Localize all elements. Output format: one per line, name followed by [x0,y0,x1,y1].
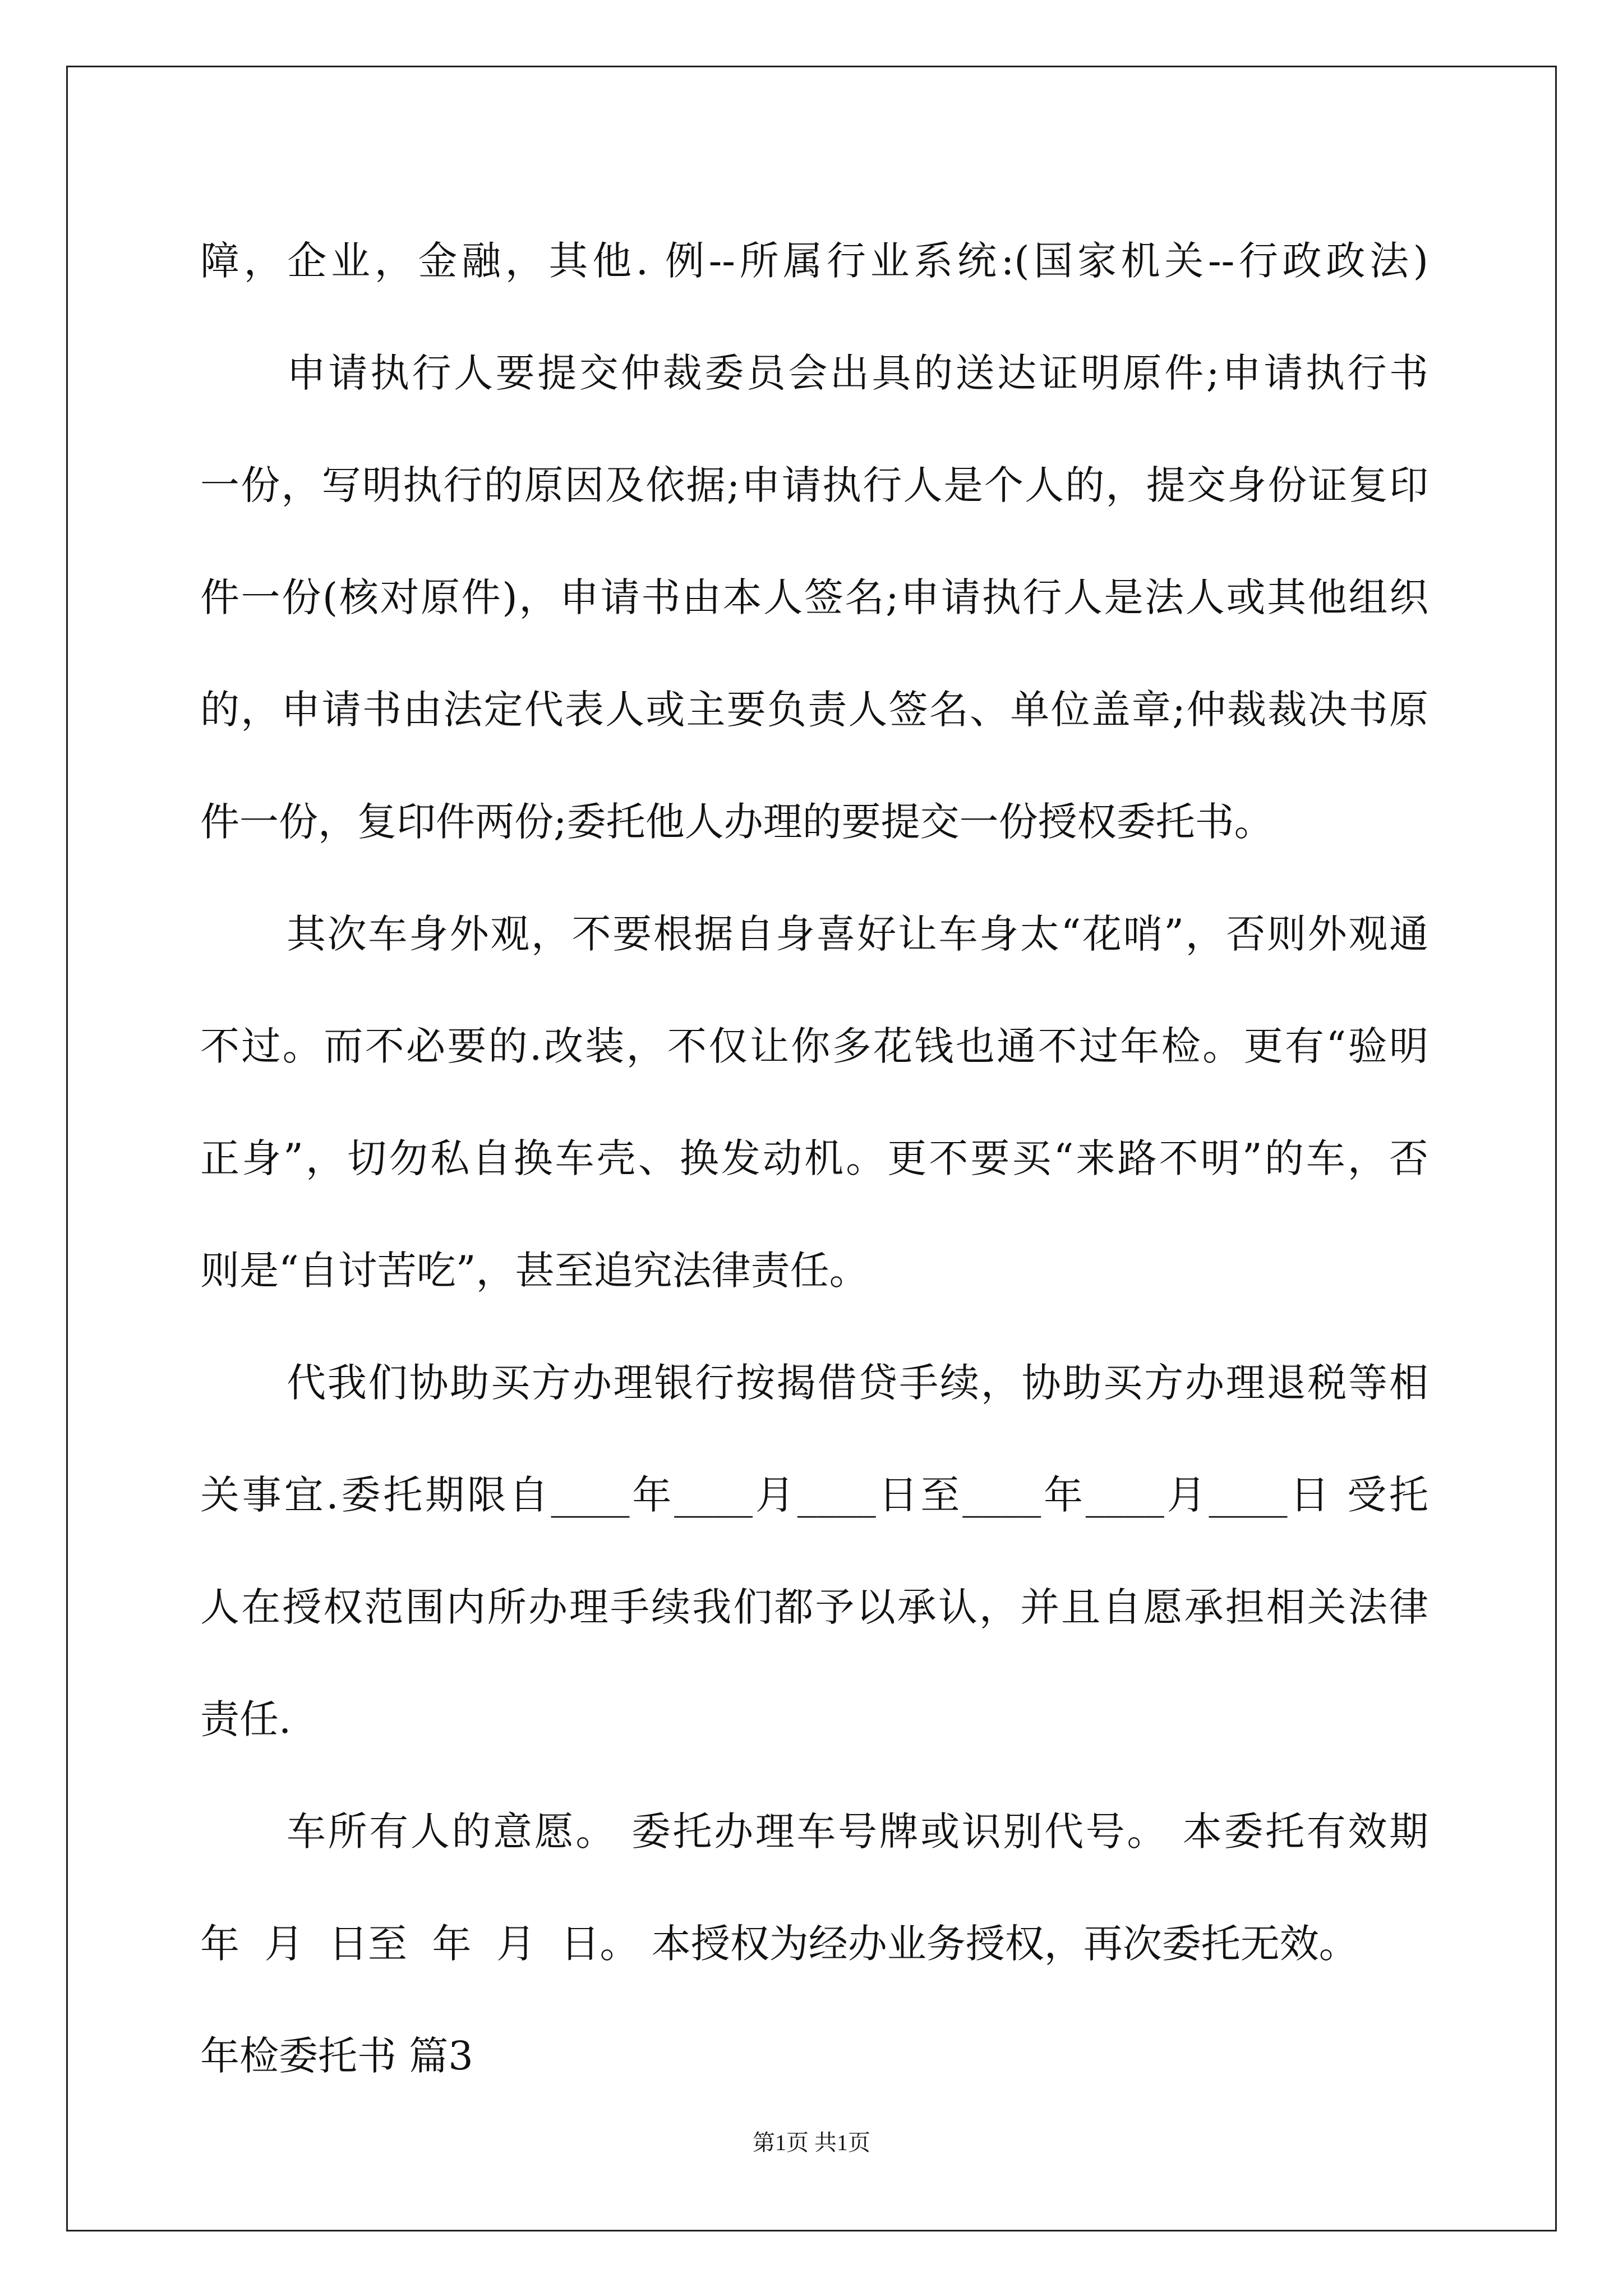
text-line: 其次车身外观，不要根据自身喜好让车身太“花哨”，否则外观通 [287,911,1428,957]
text-line: 件一份，复印件两份;委托他人办理的要提交一份授权委托书。 [200,799,1274,845]
text-line: 关事宜.委托期限自____年____月____日至____年____月____日 受托 [200,1472,1428,1518]
text-line: 不过。而不必要的.改装，不仅让你多花钱也通不过年检。更有“验明 [200,1023,1428,1069]
text-line: 年 月 日至 年 月 日。 本授权为经办业务授权，再次委托无效。 [200,1921,1358,1967]
text-line: 件一份(核对原件)，申请书由本人签名;申请执行人是法人或其他组织 [200,574,1428,620]
text-line: 一份，写明执行的原因及依据;申请执行人是个人的，提交身份证复印 [200,462,1428,508]
section-heading: 年检委托书 篇3 [200,2033,473,2079]
text-line: 的，申请书由法定代表人或主要负责人签名、单位盖章;仲裁裁决书原 [200,687,1428,733]
text-line: 人在授权范围内所办理手续我们都予以承认，并且自愿承担相关法律 [200,1584,1428,1630]
text-line: 则是“自讨苦吃”，甚至追究法律责任。 [200,1248,869,1294]
text-line: 正身”，切勿私自换车壳、换发动机。更不要买“来路不明”的车，否 [200,1135,1428,1181]
text-line: 申请执行人要提交仲裁委员会出具的送达证明原件;申请执行书 [287,350,1428,396]
text-line: 车所有人的意愿。 委托办理车号牌或识别代号。 本委托有效期 [287,1809,1428,1855]
text-line: 责任. [200,1696,292,1742]
text-line: 障，企业，金融，其他. 例--所属行业系统:(国家机关--行政政法) [200,238,1428,284]
page-number: 第1页 共1页 [753,2130,870,2155]
page-footer [0,2126,1623,2160]
text-line: 代我们协助买方办理银行按揭借贷手续，协助买方办理退税等相 [287,1360,1428,1406]
document-body [200,205,1428,2112]
